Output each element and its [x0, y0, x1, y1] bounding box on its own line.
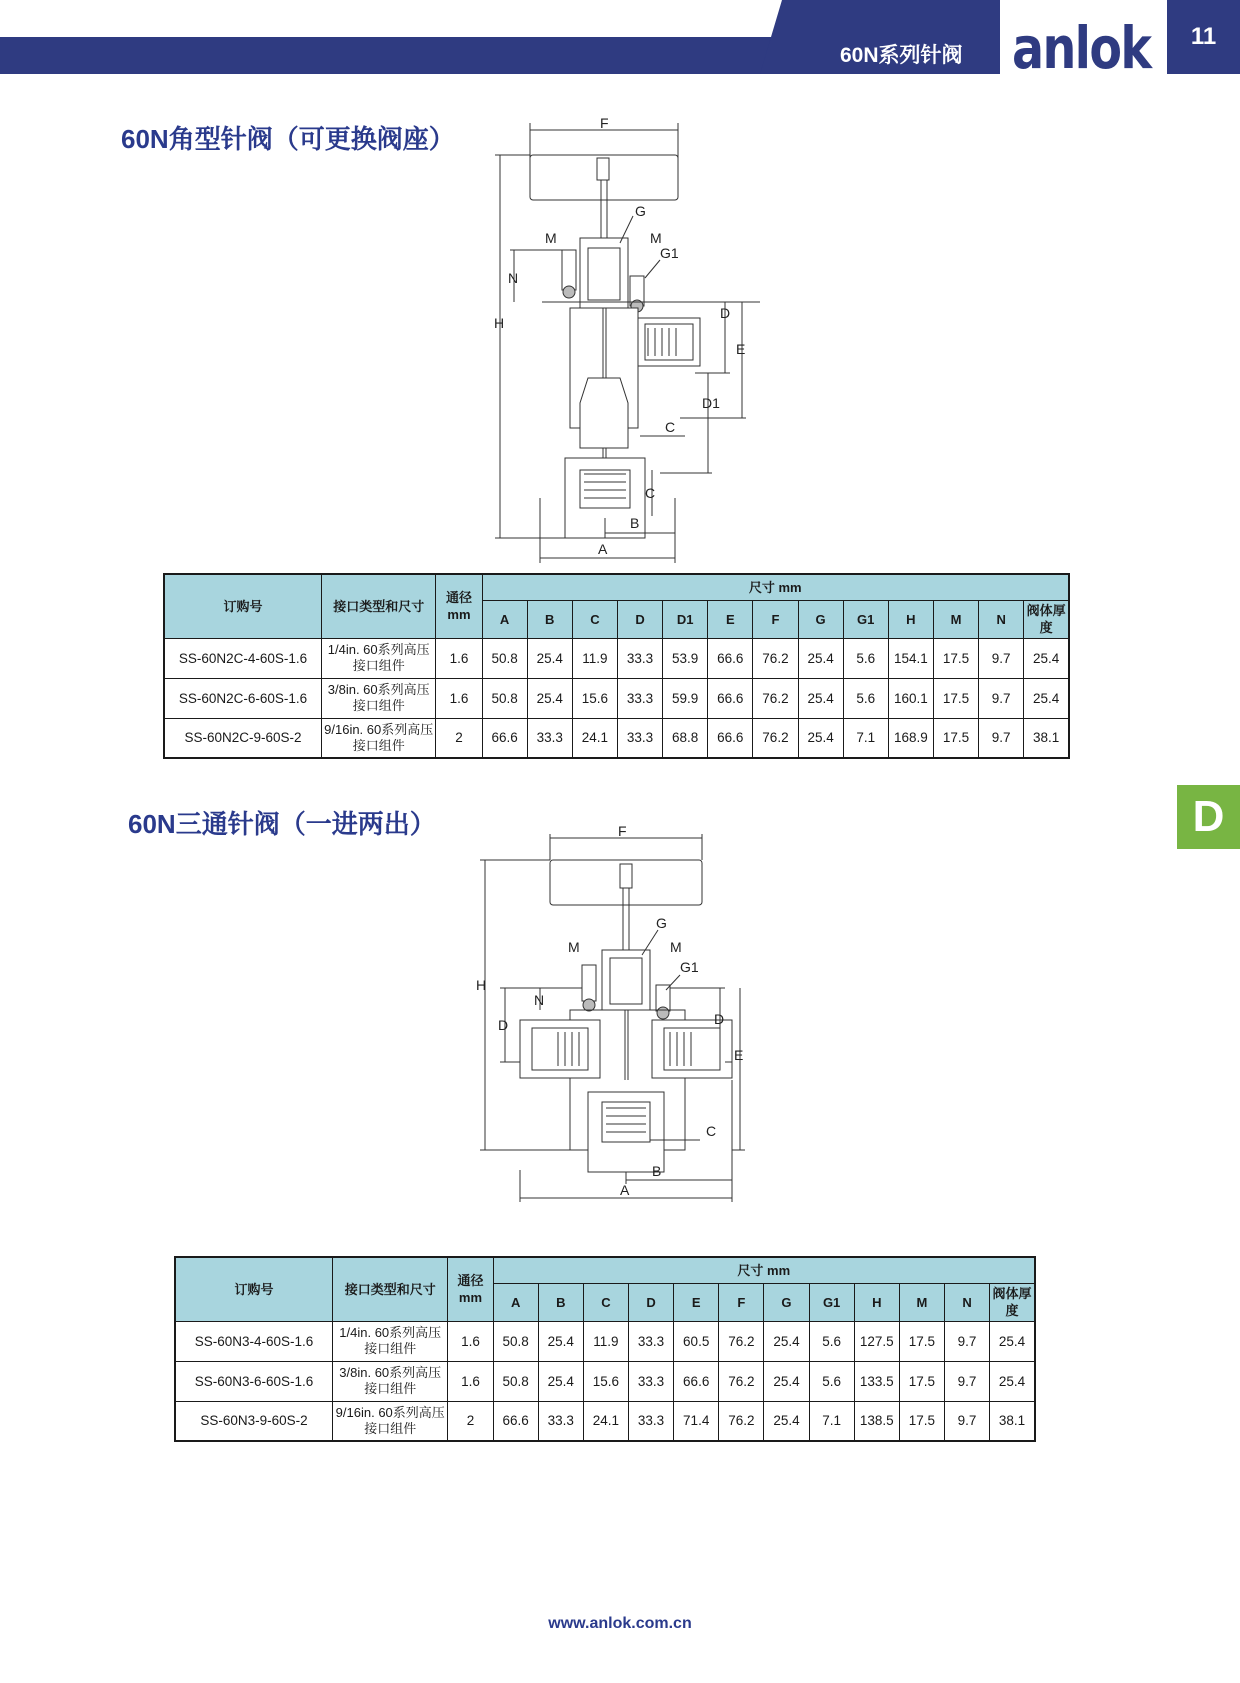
dim-col: G1 [843, 600, 888, 638]
dim-value: 11.9 [572, 638, 617, 678]
label-A: A [620, 1182, 630, 1198]
dim-col: B [538, 1283, 583, 1321]
dim-value: 59.9 [663, 678, 708, 718]
dim-value: 33.3 [628, 1321, 673, 1361]
dim-col: F [719, 1283, 764, 1321]
dim-value: 71.4 [674, 1401, 719, 1441]
label-M-left: M [568, 939, 580, 955]
dim-value: 38.1 [1024, 718, 1069, 758]
label-M-left: M [545, 230, 557, 246]
dim-col: A [482, 600, 527, 638]
dims-header: 尺寸 mm [482, 574, 1069, 600]
orifice: 1.6 [436, 678, 482, 718]
label-D-right: D [714, 1011, 725, 1027]
dim-value: 33.3 [628, 1361, 673, 1401]
dim-col: H [888, 600, 933, 638]
dim-value: 50.8 [493, 1321, 538, 1361]
dim-value: 24.1 [572, 718, 617, 758]
dim-value: 25.4 [1024, 638, 1069, 678]
col-orifice: 通径 mm [436, 574, 482, 638]
orifice: 1.6 [448, 1321, 493, 1361]
dim-value: 76.2 [719, 1401, 764, 1441]
dim-value: 76.2 [753, 678, 798, 718]
connection: 9/16in. 60系列高压接口组件 [322, 718, 436, 758]
connection: 1/4in. 60系列高压接口组件 [322, 638, 436, 678]
dim-col: D [628, 1283, 673, 1321]
dim-value: 33.3 [527, 718, 572, 758]
order-no: SS-60N3-9-60S-2 [175, 1401, 333, 1441]
dim-col: G [798, 600, 843, 638]
order-no: SS-60N3-6-60S-1.6 [175, 1361, 333, 1401]
label-G1: G1 [680, 959, 699, 975]
series-title: 60N系列针阀 [840, 44, 963, 67]
dim-col: C [583, 1283, 628, 1321]
dim-col: E [674, 1283, 719, 1321]
dim-col: B [527, 600, 572, 638]
dim-value: 24.1 [583, 1401, 628, 1441]
dim-value: 66.6 [708, 678, 753, 718]
table-row [164, 718, 1069, 758]
dim-value: 133.5 [854, 1361, 899, 1401]
label-D-left: D [498, 1017, 509, 1033]
dim-value: 25.4 [1024, 678, 1069, 718]
dim-value: 25.4 [764, 1321, 809, 1361]
label-C: C [665, 419, 676, 435]
dim-value: 127.5 [854, 1321, 899, 1361]
dim-value: 33.3 [617, 638, 662, 678]
label-M-right: M [650, 230, 662, 246]
dim-col: C [572, 600, 617, 638]
dim-value: 15.6 [572, 678, 617, 718]
dim-value: 11.9 [583, 1321, 628, 1361]
label-D: D [720, 305, 731, 321]
label-F: F [618, 823, 627, 839]
col-connection: 接口类型和尺寸 [333, 1257, 448, 1321]
dim-col: D1 [663, 600, 708, 638]
dim-col: 阀体厚度 [990, 1283, 1035, 1321]
orifice: 2 [448, 1401, 493, 1441]
dim-value: 66.6 [708, 718, 753, 758]
dim-value: 66.6 [708, 638, 753, 678]
order-no: SS-60N2C-9-60S-2 [164, 718, 322, 758]
page-number: 11 [1167, 0, 1240, 74]
dim-value: 7.1 [843, 718, 888, 758]
dim-value: 9.7 [979, 718, 1024, 758]
label-M-right: M [670, 939, 682, 955]
table-row [175, 1361, 1035, 1401]
label-B: B [630, 515, 640, 531]
orifice: 1.6 [448, 1361, 493, 1401]
dim-col: N [944, 1283, 989, 1321]
dim-value: 25.4 [990, 1361, 1035, 1401]
label-C2: C [645, 485, 656, 501]
label-H: H [494, 315, 505, 331]
angle-valve-drawing [480, 115, 770, 558]
dim-value: 25.4 [527, 638, 572, 678]
dim-value: 66.6 [674, 1361, 719, 1401]
footer-website[interactable]: www.anlok.com.cn [548, 1615, 692, 1632]
table-row [175, 1401, 1035, 1441]
dim-value: 5.6 [843, 678, 888, 718]
dim-value: 17.5 [899, 1401, 944, 1441]
dim-col: M [933, 600, 978, 638]
section-tab: D [1177, 785, 1240, 849]
dim-col: A [493, 1283, 538, 1321]
dim-value: 25.4 [990, 1321, 1035, 1361]
label-A: A [598, 541, 608, 557]
label-D1: D1 [702, 395, 720, 411]
dim-col: G1 [809, 1283, 854, 1321]
label-C: C [706, 1123, 717, 1139]
dim-value: 25.4 [764, 1361, 809, 1401]
dim-value: 60.5 [674, 1321, 719, 1361]
dim-value: 66.6 [493, 1401, 538, 1441]
dim-value: 76.2 [753, 718, 798, 758]
label-G: G [635, 203, 646, 219]
col-connection: 接口类型和尺寸 [322, 574, 436, 638]
dim-value: 50.8 [493, 1361, 538, 1401]
table-row [164, 638, 1069, 678]
dim-value: 9.7 [979, 678, 1024, 718]
dim-value: 168.9 [888, 718, 933, 758]
dim-value: 17.5 [933, 638, 978, 678]
dim-value: 9.7 [979, 638, 1024, 678]
dim-col: 阀体厚度 [1024, 600, 1069, 638]
label-H: H [476, 977, 487, 993]
dim-value: 7.1 [809, 1401, 854, 1441]
dim-value: 5.6 [843, 638, 888, 678]
order-no: SS-60N2C-4-60S-1.6 [164, 638, 322, 678]
connection: 9/16in. 60系列高压接口组件 [333, 1401, 448, 1441]
dim-value: 25.4 [764, 1401, 809, 1441]
dim-value: 25.4 [798, 718, 843, 758]
label-E: E [736, 341, 746, 357]
tee-valve-drawing [470, 823, 780, 1210]
dim-value: 76.2 [719, 1321, 764, 1361]
dim-value: 17.5 [933, 718, 978, 758]
dim-value: 66.6 [482, 718, 527, 758]
dim-value: 17.5 [899, 1361, 944, 1401]
label-G: G [656, 915, 667, 931]
order-no: SS-60N3-4-60S-1.6 [175, 1321, 333, 1361]
connection: 3/8in. 60系列高压接口组件 [333, 1361, 448, 1401]
dim-value: 9.7 [944, 1321, 989, 1361]
order-no: SS-60N2C-6-60S-1.6 [164, 678, 322, 718]
dim-value: 76.2 [753, 638, 798, 678]
dim-value: 76.2 [719, 1361, 764, 1401]
dim-col: N [979, 600, 1024, 638]
section1-title: 60N角型针阀（可更换阀座） [121, 124, 455, 154]
dim-value: 50.8 [482, 638, 527, 678]
dim-value: 17.5 [933, 678, 978, 718]
dim-value: 15.6 [583, 1361, 628, 1401]
dim-value: 9.7 [944, 1361, 989, 1401]
angle-valve-spec-table [163, 573, 1070, 759]
dim-value: 5.6 [809, 1321, 854, 1361]
dim-value: 25.4 [798, 678, 843, 718]
dim-col: H [854, 1283, 899, 1321]
dims-header: 尺寸 mm [493, 1257, 1035, 1283]
dim-col: F [753, 600, 798, 638]
dim-col: G [764, 1283, 809, 1321]
section2-title: 60N三通针阀（一进两出） [128, 809, 436, 839]
label-E: E [734, 1047, 744, 1063]
dim-value: 25.4 [538, 1321, 583, 1361]
tee-valve-spec-table [174, 1256, 1036, 1442]
dim-value: 154.1 [888, 638, 933, 678]
col-order-no: 订购号 [164, 574, 322, 638]
dim-col: D [617, 600, 662, 638]
col-orifice: 通径 mm [448, 1257, 493, 1321]
dim-value: 138.5 [854, 1401, 899, 1441]
dim-value: 25.4 [798, 638, 843, 678]
label-B: B [652, 1163, 662, 1179]
dim-col: E [708, 600, 753, 638]
dim-value: 5.6 [809, 1361, 854, 1401]
dim-value: 160.1 [888, 678, 933, 718]
table-row [164, 678, 1069, 718]
dim-value: 25.4 [538, 1361, 583, 1401]
dim-value: 33.3 [628, 1401, 673, 1441]
connection: 1/4in. 60系列高压接口组件 [333, 1321, 448, 1361]
dim-value: 68.8 [663, 718, 708, 758]
dim-value: 53.9 [663, 638, 708, 678]
dim-value: 25.4 [527, 678, 572, 718]
dim-value: 38.1 [990, 1401, 1035, 1441]
dim-value: 9.7 [944, 1401, 989, 1441]
dim-value: 33.3 [617, 718, 662, 758]
brand-logo: anlok [1012, 14, 1151, 82]
dim-col: M [899, 1283, 944, 1321]
table-row [175, 1321, 1035, 1361]
label-F: F [600, 115, 609, 131]
orifice: 2 [436, 718, 482, 758]
connection: 3/8in. 60系列高压接口组件 [322, 678, 436, 718]
label-G1: G1 [660, 245, 679, 261]
label-N: N [508, 270, 519, 286]
orifice: 1.6 [436, 638, 482, 678]
dim-value: 50.8 [482, 678, 527, 718]
col-order-no: 订购号 [175, 1257, 333, 1321]
dim-value: 33.3 [617, 678, 662, 718]
label-N: N [534, 992, 545, 1008]
dim-value: 17.5 [899, 1321, 944, 1361]
dim-value: 33.3 [538, 1401, 583, 1441]
